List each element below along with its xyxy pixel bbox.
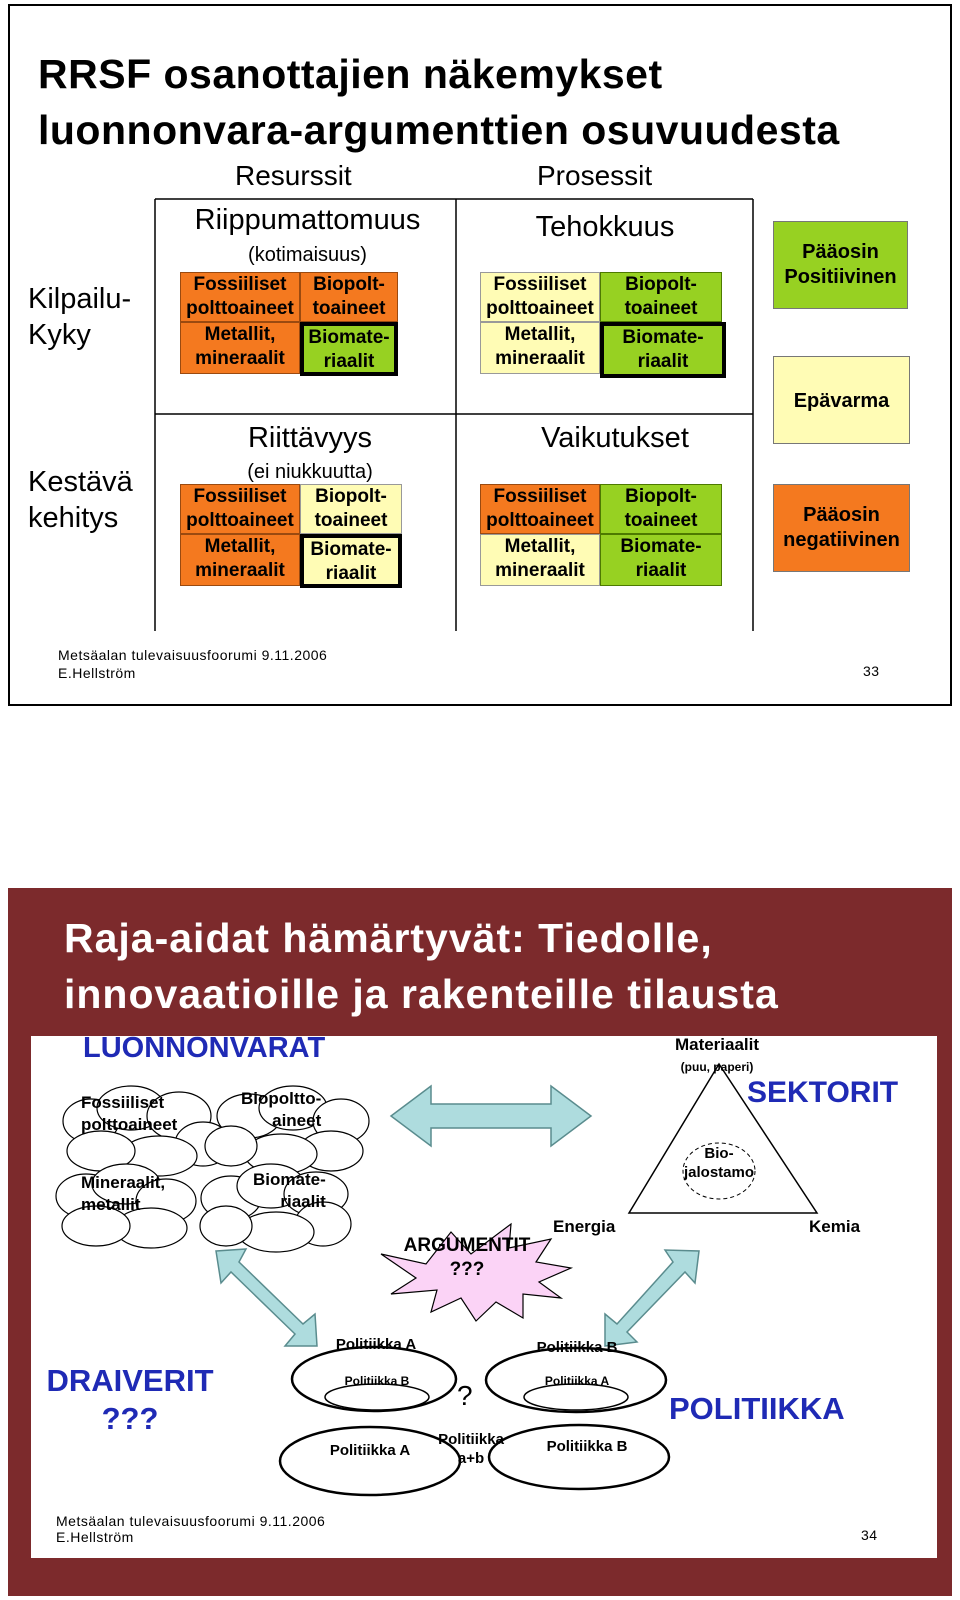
cloud-biofuels: Biopoltto- aineet <box>241 1089 322 1130</box>
slide-34 <box>8 888 952 1596</box>
slide-33 <box>8 4 952 706</box>
cloud-biomaterials: Biomate- riaalit <box>253 1170 326 1211</box>
row-header-competitiveness: Kilpailu- Kyky <box>28 283 132 351</box>
cell-metals-minerals: Metallit, mineraalit <box>480 322 600 374</box>
quadrant-subtitle-independence: (kotimaisuus) <box>248 244 367 266</box>
sectors-heading: SEKTORIT <box>747 1076 899 1109</box>
footer-event: Metsäalan tulevaisuusfoorumi 9.11.2006 <box>56 1513 326 1529</box>
cell-fossil-fuels: Fossiiliset polttoaineet <box>180 272 300 322</box>
footer-event: Metsäalan tulevaisuusfoorumi 9.11.2006 <box>58 647 328 663</box>
footer-author: E.Hellström <box>56 1529 134 1545</box>
cell-biofuels: Biopolt- toaineet <box>600 484 722 534</box>
footer-author: E.Hellström <box>58 665 136 681</box>
policy-a-bottom: Politiikka A <box>329 1442 411 1459</box>
legend-mostly-positive: Pääosin Positiivinen <box>773 221 908 309</box>
quadrant-title-impacts: Vaikutukset <box>541 422 689 454</box>
policy-a-plus-b: Politiikka a+b <box>438 1431 504 1467</box>
cell-biofuels: Biopolt- toaineet <box>600 272 722 322</box>
policy-b-inner: Politiikka B <box>344 1374 410 1388</box>
cell-biofuels: Biopolt- toaineet <box>300 484 402 534</box>
cell-biomaterials: Biomate- riaalit <box>600 322 726 378</box>
cell-fossil-fuels: Fossiiliset polttoaineet <box>480 272 600 322</box>
cell-metals-minerals: Metallit, mineraalit <box>180 322 300 374</box>
diagram-area <box>31 1032 937 1558</box>
page-number: 34 <box>861 1527 878 1543</box>
column-header-resources: Resurssit <box>235 160 352 191</box>
label-energy: Energia <box>553 1217 616 1236</box>
label-biorefinery: Bio- jalostamo <box>683 1145 755 1181</box>
quadrant-title-sufficiency: Riittävyys <box>247 422 373 454</box>
slide-title: Raja-aidat hämärtyvät: Tiedolle, innovaatioille ja rakenteille tilausta <box>64 915 779 1017</box>
label-materials: Materiaalit <box>674 1035 760 1054</box>
legend-mostly-negative: Pääosin negatiivinen <box>773 484 910 572</box>
cell-biomaterials: Biomate- riaalit <box>300 322 398 376</box>
slide-title: RRSF osanottajien näkemykset luonnonvara-argumenttien osuvuudesta <box>38 51 840 153</box>
double-arrow-resources-drivers <box>216 1249 317 1346</box>
cell-biofuels: Biopolt- toaineet <box>300 272 398 322</box>
quadrant-title-independence: Riippumattomuus <box>194 204 421 236</box>
cell-biomaterials: Biomate- riaalit <box>300 534 402 588</box>
row-header-sustainable-development: Kestävä kehitys <box>28 466 133 534</box>
cell-biomaterials: Biomate- riaalit <box>600 534 722 586</box>
drivers-heading: DRAIVERIT ??? <box>46 1363 214 1436</box>
label-materials-sub: (puu, paperi) <box>680 1060 754 1074</box>
policy-b-top: Politiikka B <box>536 1339 618 1356</box>
policy-heading: POLITIIKKA <box>669 1391 845 1426</box>
double-arrow-sectors-policy <box>605 1250 699 1346</box>
policy-a-inner: Politiikka A <box>544 1374 610 1388</box>
cloud-minerals-metals: Mineraalit, metallit <box>81 1173 166 1214</box>
label-chemistry: Kemia <box>809 1217 861 1236</box>
legend-uncertain: Epävarma <box>773 356 910 444</box>
policy-b-bottom: Politiikka B <box>546 1438 628 1455</box>
quadrant-title-efficiency: Tehokkuus <box>535 211 675 243</box>
quadrant-subtitle-sufficiency: (ei niukkuutta) <box>247 461 373 483</box>
label-arguments: ARGUMENTIT ??? <box>403 1235 531 1280</box>
resources-heading: LUONNONVARAT <box>83 1032 326 1064</box>
cell-fossil-fuels: Fossiiliset polttoaineet <box>180 484 300 534</box>
double-arrow-resources-sectors <box>391 1086 591 1146</box>
policy-question-mark: ? <box>457 1380 473 1411</box>
page-number: 33 <box>863 663 880 679</box>
cell-metals-minerals: Metallit, mineraalit <box>480 534 600 586</box>
column-header-processes: Prosessit <box>537 160 653 191</box>
cell-fossil-fuels: Fossiiliset polttoaineet <box>480 484 600 534</box>
cloud-fossil-fuels: Fossiiliset polttoaineet <box>81 1093 178 1134</box>
cell-metals-minerals: Metallit, mineraalit <box>180 534 300 586</box>
policy-a-top: Politiikka A <box>335 1336 417 1353</box>
